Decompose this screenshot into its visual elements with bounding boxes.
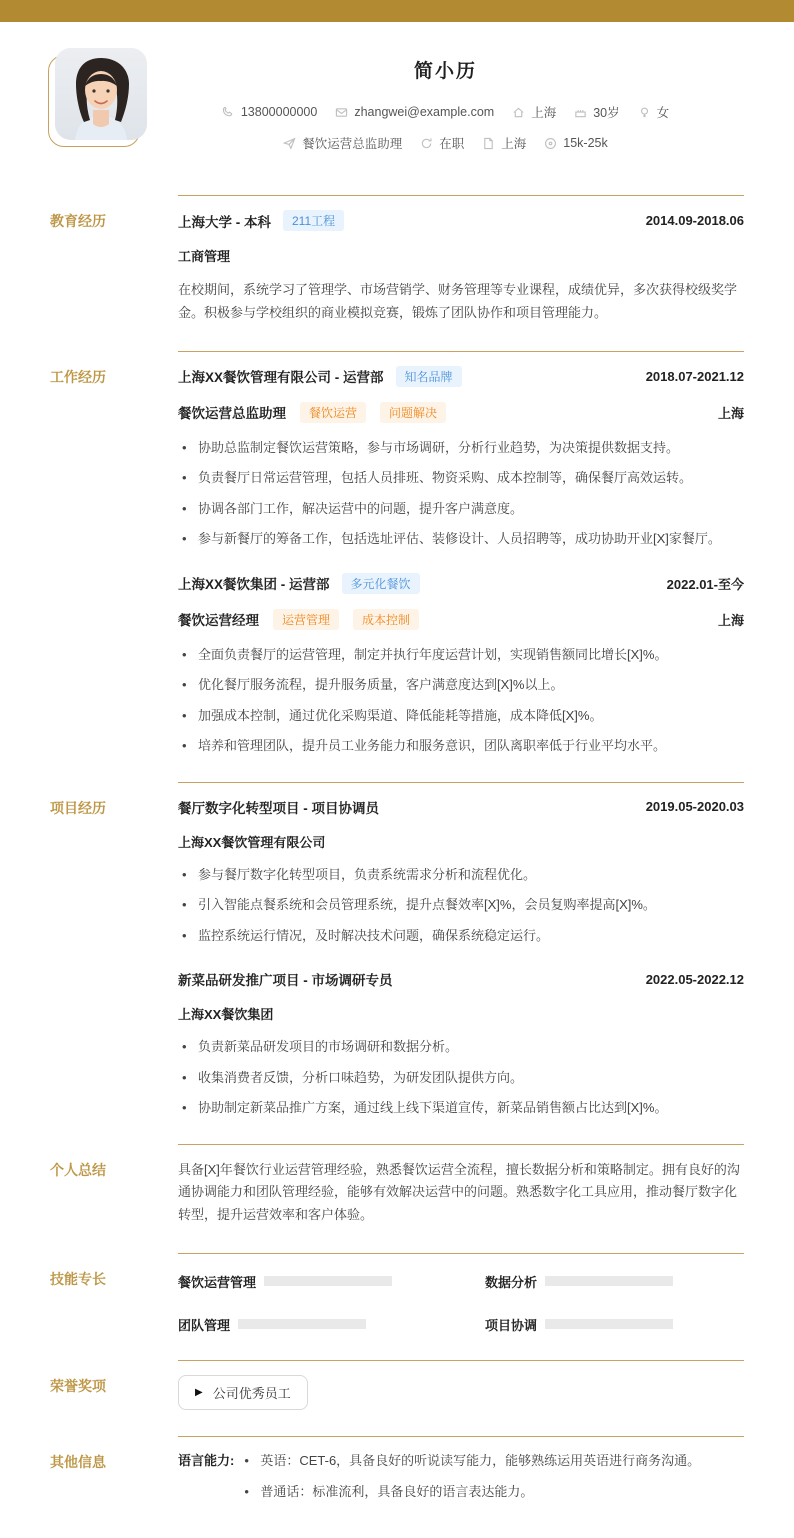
school-tag: 211工程: [283, 210, 344, 231]
gender-icon: [638, 106, 651, 119]
contact-row-2: [147, 134, 744, 152]
role-tag: 问题解决: [380, 402, 446, 423]
section-skills: [0, 1253, 794, 1360]
section-summary: [0, 1144, 794, 1253]
salary-icon: [544, 137, 557, 150]
work-location: 上海: [717, 405, 744, 421]
section-work: [0, 351, 794, 782]
skills-grid: [178, 1268, 744, 1334]
mail-icon: [335, 106, 348, 119]
email-item: [335, 105, 494, 119]
education-date: 2014.09-2018.06: [645, 213, 744, 228]
work-bullet: • 协助总监制定餐饮运营策略，参与市场调研，分析行业趋势，为决策提供数据支持。: [178, 438, 744, 458]
refresh-icon: [420, 137, 433, 150]
file-icon: [482, 137, 495, 150]
profile-photo: [55, 48, 147, 140]
phone-icon: [222, 106, 235, 119]
status-item: [420, 134, 464, 152]
role-tag: 成本控制: [353, 609, 419, 630]
project-bullet: • 收集消费者反馈，分析口味趋势，为研发团队提供方向。: [178, 1068, 744, 1088]
skill-name: 餐饮运营管理: [178, 1274, 257, 1290]
project-bullet: • 协助制定新菜品推广方案，通过线上线下渠道宣传，新菜品销售额占比达到[X]%。: [178, 1098, 744, 1118]
project-bullet: • 引入智能点餐系统和会员管理系统，提升点餐效率[X]%，会员复购率提高[X]%。: [178, 895, 744, 915]
section-title-education: 教育经历: [50, 213, 106, 229]
section-title-other: 其他信息: [50, 1453, 106, 1470]
honor-badge-button[interactable]: [178, 1375, 308, 1410]
work-bullet-list: [178, 645, 744, 756]
paper-plane-icon: [283, 137, 296, 150]
section-other-info: [0, 1436, 794, 1538]
work-bullet: • 协调各部门工作，解决运营中的问题，提升客户满意度。: [178, 499, 744, 519]
education-description: 在校期间，系统学习了管理学、市场营销学、财务管理等专业课程，成绩优异，多次获得校级奖学金。积极参与学校组织的商业模拟竞赛，锻炼了团队协作和项目管理能力。: [178, 282, 738, 320]
candidate-name: 简小历: [413, 61, 477, 82]
salary-value: 15k-25k: [563, 136, 608, 150]
cake-icon: [574, 106, 587, 119]
work-bullet: • 参与新餐厅的筹备工作，包括选址评估、装修设计、人员招聘等，成功协助开业[X]家餐厅。: [178, 529, 744, 549]
resume-header: [0, 22, 794, 195]
project-bullet: • 参与餐厅数字化转型项目，负责系统需求分析和流程优化。: [178, 865, 744, 885]
section-title-honors: 荣誉奖项: [50, 1377, 106, 1394]
section-title-work: 工作经历: [50, 368, 106, 385]
home-icon: [512, 106, 525, 119]
skill-name: 项目协调: [485, 1317, 538, 1333]
company-name: 上海XX餐饮管理有限公司 - 运营部: [178, 370, 384, 385]
school-name: 上海大学 - 本科: [178, 214, 271, 230]
city-value: 上海: [531, 106, 557, 120]
section-projects: [0, 782, 794, 1144]
work-bullet: • 优化餐厅服务流程，提升服务质量，客户满意度达到[X]%以上。: [178, 675, 744, 695]
status-value: 在职: [439, 137, 465, 151]
skill-bar: [545, 1319, 673, 1329]
company-name: 上海XX餐饮集团 - 运营部: [178, 577, 330, 592]
language-item: • 普通话：标准流利，具备良好的语言表达能力。: [242, 1482, 744, 1503]
project-bullet-list: [178, 865, 744, 946]
summary-text: 具备[X]年餐饮行业运营管理经验，熟悉餐饮运营全流程，擅长数据分析和策略制定。拥有良好的沟通协调能力和团队管理经验，能够有效解决运营中的问题。熟悉数字化工具应用，推动餐厅数字化转型，提升运营效率和客户体验。: [178, 1161, 740, 1222]
skill-item: [485, 1272, 744, 1291]
phone-item: [222, 105, 317, 119]
project-bullet-list: [178, 1037, 744, 1118]
section-title-skills: 技能专长: [50, 1270, 106, 1287]
project-date: 2022.05-2022.12: [645, 971, 744, 987]
gender-value: 女: [656, 106, 670, 120]
major-name: 工商管理: [178, 249, 231, 264]
project-org: 上海XX餐饮管理有限公司: [178, 834, 326, 850]
company-tag: 知名品牌: [396, 366, 462, 387]
project-name: 新菜品研发推广项目 - 市场调研专员: [178, 973, 393, 988]
skill-bar: [545, 1276, 673, 1286]
language-ability-label: 语言能力:: [178, 1452, 235, 1468]
work-entry: [178, 573, 744, 756]
work-date: 2018.07-2021.12: [645, 368, 744, 384]
work-bullet: • 全面负责餐厅的运营管理，制定并执行年度运营计划，实现销售额同比增长[X]%。: [178, 645, 744, 665]
role-title: 餐饮运营总监助理: [178, 406, 286, 421]
work-bullet-list: [178, 438, 744, 549]
age-item: [574, 103, 619, 121]
city-item: [512, 103, 556, 121]
project-entry: [178, 969, 744, 1118]
section-title-summary: 个人总结: [50, 1161, 106, 1178]
skill-item: [178, 1272, 437, 1291]
language-item: • 英语：CET-6，具备良好的听说读写能力，能够熟练运用英语进行商务沟通。: [242, 1451, 744, 1472]
skill-name: 数据分析: [485, 1274, 538, 1290]
company-tag: 多元化餐饮: [342, 573, 420, 594]
project-name: 餐厅数字化转型项目 - 项目协调员: [178, 800, 379, 816]
work-bullet: • 加强成本控制，通过优化采购渠道、降低能耗等措施，成本降低[X]%。: [178, 706, 744, 726]
language-ability-row: [178, 1451, 744, 1513]
work-city-item: [482, 134, 526, 152]
language-list: [242, 1451, 744, 1513]
work-bullet: • 培养和管理团队，提升员工业务能力和服务意识，团队离职率低于行业平均水平。: [178, 736, 744, 756]
honor-label: 公司优秀员工: [212, 1385, 291, 1401]
play-triangle-icon: ▶: [195, 1386, 203, 1398]
position-item: [283, 134, 402, 152]
age-value: 30岁: [593, 106, 620, 120]
email-value: zhangwei@example.com: [354, 105, 495, 119]
section-title-projects: 项目经历: [50, 799, 106, 816]
project-bullet: • 负责新菜品研发项目的市场调研和数据分析。: [178, 1037, 744, 1057]
avatar-illustration: [55, 48, 147, 140]
avatar: [55, 48, 147, 140]
work-bullet: • 负责餐厅日常运营管理，包括人员排班、物资采购、成本控制等，确保餐厅高效运转。: [178, 468, 744, 488]
role-tag: 餐饮运营: [300, 402, 366, 423]
contact-row-1: [147, 103, 744, 121]
top-accent-bar: [0, 0, 794, 22]
project-entry: [178, 797, 744, 946]
work-location: 上海: [717, 612, 744, 628]
skill-bar: [264, 1276, 392, 1286]
role-title: 餐饮运营经理: [178, 613, 259, 628]
project-bullet: • 监控系统运行情况，及时解决技术问题，确保系统稳定运行。: [178, 926, 744, 946]
skill-name: 团队管理: [178, 1317, 231, 1333]
work-date: 2022.01-至今: [666, 576, 744, 592]
work-entry: [178, 366, 744, 549]
project-date: 2019.05-2020.03: [645, 799, 744, 814]
section-honors: [0, 1360, 794, 1436]
phone-value: 13800000000: [240, 105, 318, 119]
salary-item: [544, 136, 607, 150]
project-org: 上海XX餐饮集团: [178, 1007, 274, 1022]
section-education: [0, 195, 794, 351]
work-city-value: 上海: [501, 137, 527, 151]
role-tag: 运营管理: [273, 609, 339, 630]
gender-item: [638, 103, 670, 121]
position-value: 餐饮运营总监助理: [302, 137, 403, 151]
skill-bar: [238, 1319, 366, 1329]
